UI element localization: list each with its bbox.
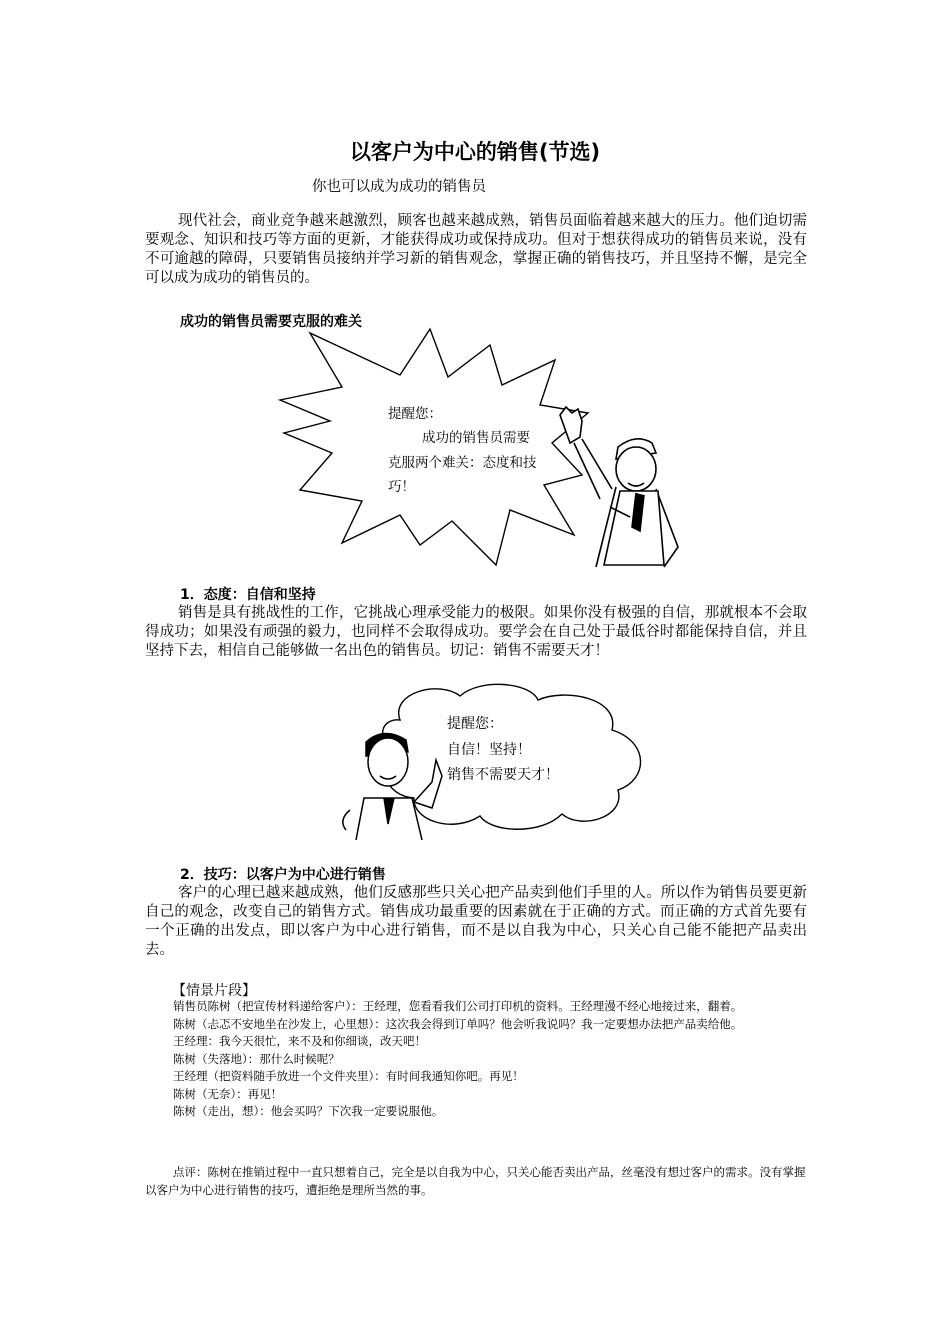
scenario-line-3: 王经理：我今天很忙，来不及和你细谈，改天吧！ [173,1034,426,1048]
scenario-block [145,998,810,1121]
scenario-line-6: 陈树（无奈）：再见！ [173,1086,283,1101]
starburst-illustration [270,325,710,570]
scenario-line-2: 陈树（忐忑不安地坐在沙发上，心里想）：这次我会得到订单吗？他会听我说吗？我一定要想办法把产品卖给他。 [173,1016,743,1031]
comment-block [145,1164,810,1199]
intro-text: 现代社会，商业竞争越来越激烈，顾客也越来越成熟，销售员面临着越来越大的压力。他们迫切需要观念、知识和技巧等方面的更新，才能获得成功或保持成功。但对于想获得成功的销售员来说，没有不可逾越的障碍，只要销售员接纳并学习新的销售观念，掌握正确的销售技巧，并且坚持不懈，是完全可以成为成功的销售员的。 [145,213,807,286]
scenario-line-4: 陈树（失落地）：那什么时候呢？ [173,1051,340,1066]
section2-heading: 2．技巧：以客户为中心进行销售 [180,867,386,883]
section1-paragraph [145,604,807,661]
bubble2-line2: 自信！坚持！ [447,742,531,758]
bubble2-line3: 销售不需要天才！ [447,767,559,783]
scenario-line-5: 王经理（把资料随手放进一个文件夹里）：有时间我通知你吧。再见！ [173,1069,524,1083]
comment-text: 点评：陈树在推销过程中一直只想着自己，完全是以自我为中心，只关心能否卖出产品，丝毫没有想过客户的需求。没有掌握以客户为中心进行销售的技巧，遭拒绝是理所当然的事。 [145,1165,806,1197]
intro-paragraph [145,212,807,288]
scenario-line-7: 陈树（走出，想）：他会买吗？下次我一定要说服他。 [173,1104,444,1118]
page-subtitle: 你也可以成为成功的销售员 [312,179,486,195]
section2-text: 客户的心理已越来越成熟，他们反感那些只关心把产品卖到他们手里的人。所以作为销售员要更新自己的观念，改变自己的销售方式。销售成功最重要的因素就在于正确的方式。而正确的方式首先要有一个正确的出发点，即以客户为中心进行销售，而不是以自我为中心，只关心自己能不能把产品卖出去。 [145,885,807,958]
scenario-line-1: 销售员陈树（把宣传材料递给客户）：王经理，您看看我们公司打印机的资料。王经理漫不经心地接过来，翻着。 [173,999,743,1013]
starburst-shape [280,329,588,565]
bubble1-line4: 巧！ [388,479,415,495]
page-title: 以客户为中心的销售(节选) [349,140,601,164]
bubble1-line1: 提醒您： [388,406,442,422]
bubble1-line2: 成功的销售员需要 [422,430,530,446]
section1-text: 销售是具有挑战性的工作，它挑战心理承受能力的极限。如果你没有极强的自信，那就根本不会取得成功；如果没有顽强的毅力，也同样不会取得成功。要学会在自己处于最低谷时都能保持自信，并且坚持下去，相信自己能够做一名出色的销售员。切记：销售不需要天才！ [145,605,807,659]
salesman-pointing-figure [560,407,678,567]
cloud-illustration [330,680,660,840]
section-heading: 成功的销售员需要克服的难关 [180,314,362,330]
bubble1-line3: 克服两个难关：态度和技 [388,455,537,471]
scenario-heading: 【情景片段】 [172,983,256,999]
section1-heading: 1．态度：自信和坚持 [180,587,316,603]
section2-paragraph [145,884,807,960]
bubble2-line1: 提醒您： [447,716,503,732]
